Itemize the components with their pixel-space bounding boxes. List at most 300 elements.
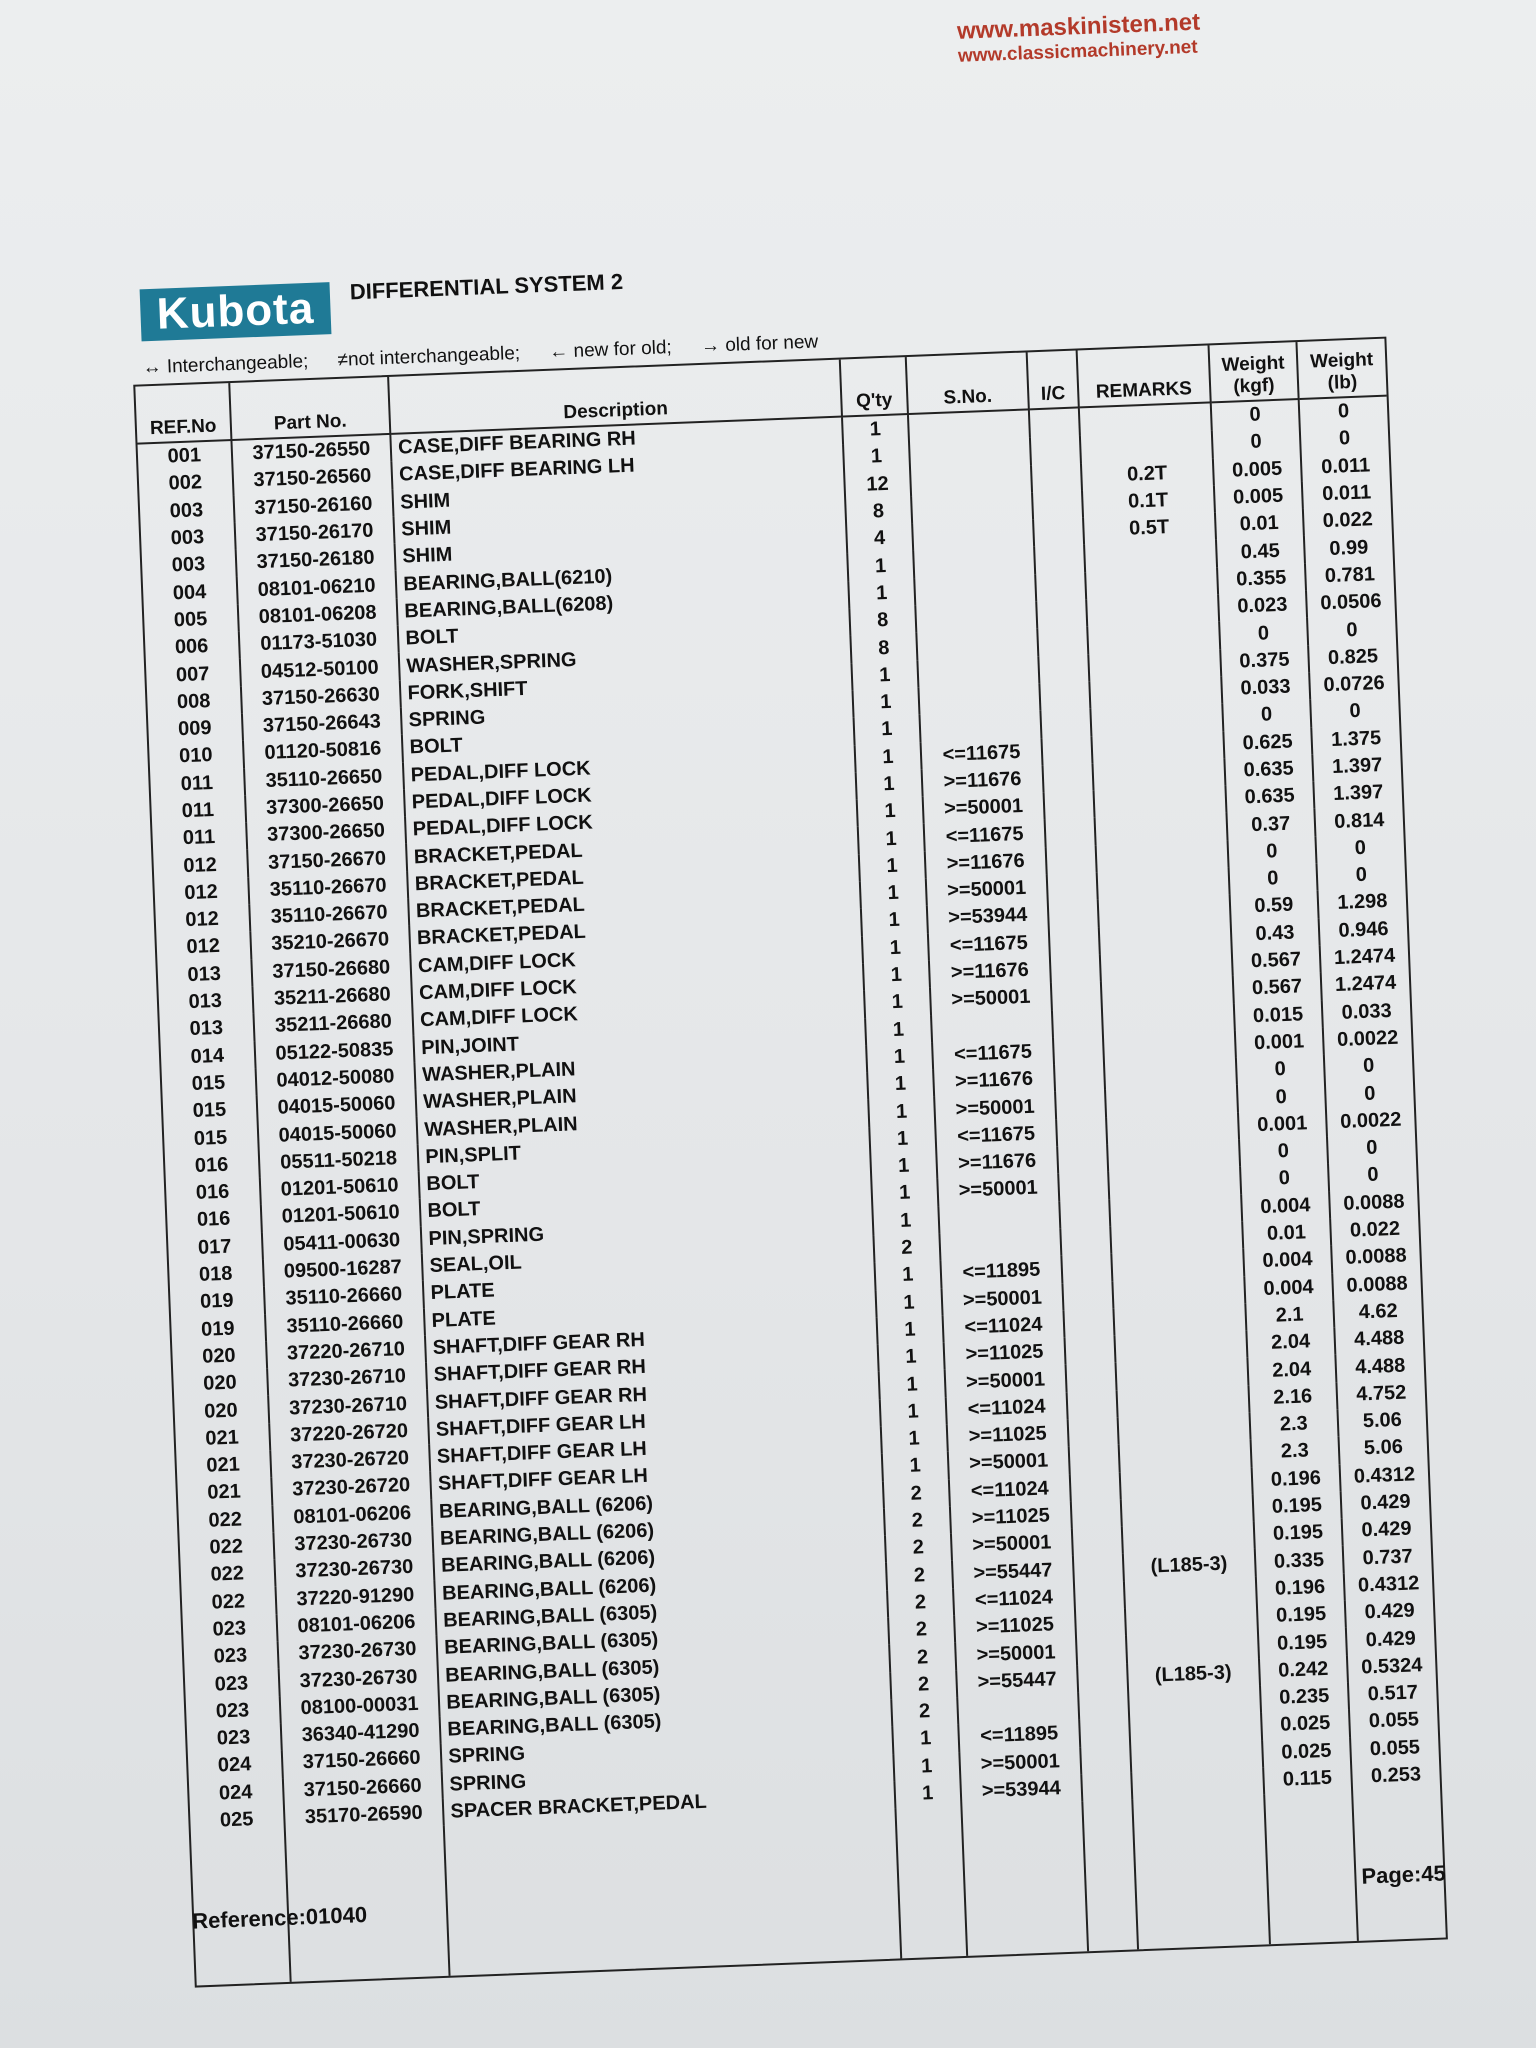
cell-ic — [1067, 1390, 1118, 1419]
cell-ic — [1078, 1690, 1129, 1719]
cell-ic — [1059, 1200, 1110, 1229]
cell-sno: >=50001 — [945, 1365, 1067, 1397]
cell-weight-lb: 0 — [1337, 400, 1350, 423]
cell-weight-lb: 4.752 — [1355, 1381, 1407, 1406]
cell-desc: WASHER,PLAIN — [416, 1072, 868, 1117]
cell-sno: >=50001 — [948, 1447, 1070, 1479]
cell-ic — [1056, 1118, 1107, 1147]
cell-desc: SPACER BRACKET,PEDAL — [443, 1781, 895, 1826]
cell-sno: >=55447 — [956, 1665, 1078, 1697]
cell-part: 37150-26660 — [282, 1771, 443, 1804]
cell-qty: 8 — [850, 633, 917, 663]
cell-qty: 1 — [864, 988, 931, 1018]
cell-sno: >=50001 — [923, 792, 1045, 824]
empty-cell — [444, 1809, 901, 1976]
cell-part: 37230-26720 — [270, 1444, 431, 1477]
cell-qty: 1 — [860, 879, 927, 909]
cell-sno: >=50001 — [937, 1174, 1059, 1206]
cell-part: 01173-51030 — [238, 626, 399, 659]
cell-weight-kgf: 0.015 — [1234, 1000, 1323, 1031]
cell-ref: 015 — [164, 1123, 259, 1154]
header-ref: REF.No — [135, 383, 231, 444]
cell-qty: 2 — [888, 1615, 955, 1645]
cell-desc: PIN,SPRING — [421, 1209, 873, 1254]
cell-desc: SHAFT,DIFF GEAR RH — [427, 1372, 879, 1417]
cell-weight-kgf: 0.001 — [1235, 1027, 1324, 1058]
cell-weight-lb: 0.825 — [1327, 644, 1379, 669]
cell-qty: 1 — [877, 1342, 944, 1372]
cell-weight-lb: 1.2474 — [1333, 944, 1396, 970]
cell-desc: BOLT — [402, 718, 854, 763]
cell-weight-lb: 0.0022 — [1339, 1108, 1402, 1133]
cell-ref: 009 — [148, 714, 243, 745]
cell-weight-kgf: 0.005 — [1214, 482, 1303, 513]
cell-ref: 013 — [159, 987, 254, 1018]
cell-ref: 023 — [185, 1668, 280, 1699]
cell-weight-kgf: 0.025 — [1262, 1737, 1351, 1768]
cell-weight-kgf: 0 — [1219, 618, 1308, 649]
cell-qty: 1 — [882, 1452, 949, 1482]
cell-qty: 1 — [867, 1070, 934, 1100]
website-stamp — [957, 9, 1202, 68]
cell-weight-kgf: 0.635 — [1225, 782, 1314, 813]
cell-desc: BRACKET,PEDAL — [407, 854, 859, 899]
cell-part: 37230-26730 — [274, 1553, 435, 1586]
cell-ic — [1071, 1500, 1122, 1529]
cell-desc: PIN,SPLIT — [418, 1127, 870, 1172]
cell-ref: 021 — [177, 1478, 272, 1509]
cell-part: 36340-41290 — [280, 1717, 441, 1750]
cell-weight-lb: 0 — [1365, 1136, 1378, 1160]
cell-weight-lb: 0.4312 — [1353, 1463, 1416, 1488]
cell-ref: 021 — [175, 1423, 270, 1454]
cell-qty: 1 — [862, 933, 929, 963]
cell-qty: 12 — [844, 470, 911, 500]
cell-ic — [1060, 1227, 1111, 1256]
cell-weight-lb: 0 — [1362, 1054, 1375, 1078]
cell-part: 35110-26670 — [249, 899, 410, 932]
cell-desc: PIN,JOINT — [414, 1018, 866, 1063]
cell-part: 04015-50060 — [256, 1090, 417, 1123]
cell-weight-kgf: 0.196 — [1251, 1464, 1340, 1495]
cell-weight-lb: 0.429 — [1364, 1599, 1416, 1624]
cell-part: 05122-50835 — [254, 1035, 415, 1068]
cell-weight-kgf: 0.023 — [1218, 591, 1307, 622]
cell-weight-kgf: 0.335 — [1255, 1546, 1344, 1577]
cell-ic — [1051, 981, 1102, 1010]
cell-ic — [1037, 627, 1088, 656]
cell-desc: BEARING,BALL (6305) — [437, 1618, 889, 1663]
cell-qty: 1 — [874, 1261, 941, 1291]
header-part: Part No. — [229, 377, 391, 440]
cell-sno: >=50001 — [926, 874, 1048, 906]
cell-weight-lb: 0 — [1363, 1082, 1376, 1105]
cell-ic — [1065, 1336, 1116, 1365]
cell-ic — [1043, 763, 1094, 792]
cell-sno: <=11675 — [935, 1120, 1057, 1152]
cell-qty: 1 — [854, 742, 921, 772]
cell-ic — [1033, 518, 1084, 547]
cell-part: 37150-26630 — [241, 680, 402, 713]
cell-part: 08101-06206 — [276, 1608, 437, 1641]
cell-desc: BEARING,BALL (6206) — [435, 1563, 887, 1608]
cell-weight-lb: 0.99 — [1328, 536, 1369, 560]
cell-sno: <=11675 — [920, 738, 1042, 770]
cell-part: 37150-26643 — [242, 708, 403, 741]
cell-desc: SHIM — [393, 472, 845, 517]
cell-qty: 1 — [872, 1206, 939, 1236]
reference-number: Reference:01040 — [191, 1901, 368, 1934]
cell-ic — [1042, 736, 1093, 765]
cell-weight-lb: 0.4312 — [1357, 1572, 1420, 1597]
website-line-1: www.maskinisten.net — [956, 8, 1201, 45]
cell-weight-lb: 0.737 — [1362, 1545, 1414, 1570]
cell-weight-kgf: 0.025 — [1261, 1709, 1350, 1740]
cell-qty: 4 — [846, 524, 913, 554]
cell-ref: 016 — [167, 1205, 262, 1236]
page-number: Page:45 — [1360, 1860, 1447, 1889]
cell-weight-lb: 0.0088 — [1345, 1244, 1408, 1270]
cell-ref: 023 — [183, 1614, 278, 1645]
cell-qty: 1 — [869, 1124, 936, 1154]
empty-cell — [961, 1801, 1088, 1956]
cell-weight-kgf: 0.59 — [1229, 891, 1318, 922]
cell-weight-kgf: 0.242 — [1259, 1655, 1348, 1686]
cell-part: 35110-26650 — [244, 762, 405, 795]
cell-ref: 022 — [178, 1505, 273, 1536]
cell-weight-kgf: 0.195 — [1257, 1600, 1346, 1631]
cell-weight-lb: 0.5324 — [1360, 1654, 1423, 1679]
empty-cell — [895, 1806, 967, 1958]
header-weight-kgf: Weight (kgf) — [1208, 342, 1298, 402]
cell-qty: 1 — [858, 824, 925, 854]
cell-part: 37150-26170 — [234, 517, 395, 550]
header-ic: I/C — [1027, 351, 1079, 410]
cell-ic — [1062, 1281, 1113, 1310]
cell-weight-lb: 0.011 — [1321, 481, 1372, 506]
cell-sno: <=11895 — [958, 1720, 1080, 1752]
cell-ref: 012 — [153, 850, 248, 881]
cell-desc: SPRING — [401, 690, 853, 735]
cell-qty: 1 — [859, 851, 926, 881]
cell-ref: 012 — [154, 877, 249, 908]
cell-weight-lb: 0 — [1349, 700, 1362, 723]
cell-part: 37220-91290 — [275, 1581, 436, 1614]
cell-part: 01201-50610 — [260, 1199, 421, 1232]
cell-ref: 024 — [188, 1750, 283, 1781]
cell-ref: 012 — [156, 932, 251, 963]
cell-desc: BEARING,BALL (6206) — [434, 1536, 886, 1581]
header-remarks: REMARKS — [1076, 345, 1210, 407]
cell-weight-kgf: 0.635 — [1224, 755, 1313, 786]
cell-weight-kgf: 0.195 — [1258, 1627, 1347, 1658]
cell-sno: >=11025 — [954, 1611, 1076, 1643]
cell-qty: 1 — [893, 1752, 960, 1782]
cell-part: 35170-26590 — [283, 1799, 444, 1832]
cell-sno: <=11675 — [928, 929, 1050, 961]
cell-sno: <=11024 — [949, 1474, 1071, 1506]
cell-part: 37230-26730 — [273, 1526, 434, 1559]
cell-ref: 001 — [138, 440, 233, 472]
cell-desc: BOLT — [419, 1154, 871, 1199]
legend-not-interchangeable: ≠not interchangeable; — [337, 342, 521, 371]
cell-desc: WASHER,PLAIN — [417, 1099, 869, 1144]
cell-part: 37230-26710 — [268, 1390, 429, 1423]
cell-weight-lb: 4.488 — [1354, 1354, 1406, 1379]
cell-weight-lb: 0.946 — [1338, 917, 1389, 942]
cell-weight-lb: 0 — [1355, 863, 1368, 887]
cell-desc: SHIM — [394, 499, 846, 544]
cell-sno: >=50001 — [959, 1747, 1081, 1779]
cell-ic — [1036, 599, 1087, 628]
cell-weight-kgf: 0 — [1237, 1082, 1326, 1113]
cell-ref: 017 — [168, 1232, 263, 1263]
cell-part: 37230-26730 — [278, 1662, 439, 1695]
cell-qty: 1 — [865, 1015, 932, 1045]
cell-sno: <=11024 — [946, 1392, 1068, 1424]
cell-part: 04015-50060 — [257, 1117, 418, 1150]
cell-ic — [1040, 709, 1091, 738]
cell-qty: 2 — [887, 1588, 954, 1618]
page-title: DIFFERENTIAL SYSTEM 2 — [349, 268, 624, 305]
cell-ic — [1079, 1718, 1130, 1747]
cell-weight-lb: 0.0088 — [1346, 1272, 1409, 1297]
cell-qty: 1 — [871, 1179, 938, 1209]
cell-ref: 014 — [161, 1041, 256, 1072]
cell-part: 35211-26680 — [252, 980, 413, 1013]
cell-ref: 010 — [149, 741, 244, 772]
cell-ref: 013 — [160, 1014, 255, 1045]
cell-sno: >=11676 — [925, 847, 1047, 879]
cell-ic — [1047, 872, 1098, 901]
cell-desc: PEDAL,DIFF LOCK — [403, 745, 855, 790]
legend-interchangeable: ↔ Interchangeable; — [142, 351, 309, 379]
cell-remarks: (L185-3) — [1122, 1549, 1255, 1581]
cell-desc: CASE,DIFF BEARING LH — [392, 445, 844, 490]
cell-desc: SEAL,OIL — [422, 1236, 874, 1281]
cell-remarks: 0.2T — [1081, 458, 1214, 490]
cell-sno: >=11676 — [936, 1147, 1058, 1179]
cell-weight-kgf: 0.375 — [1220, 646, 1309, 677]
cell-sno: >=11025 — [944, 1338, 1066, 1370]
cell-ref: 023 — [184, 1641, 279, 1672]
cell-weight-kgf: 0.01 — [1242, 1218, 1331, 1249]
cell-desc: BEARING,BALL(6210) — [396, 554, 848, 599]
parts-table — [133, 337, 1448, 1988]
cell-desc: SHAFT,DIFF GEAR LH — [428, 1400, 880, 1445]
cell-qty: 8 — [845, 497, 912, 527]
cell-part: 05411-00630 — [261, 1226, 422, 1259]
cell-qty: 1 — [853, 715, 920, 745]
cell-sno: <=11895 — [940, 1256, 1062, 1288]
cell-part: 37230-26730 — [277, 1635, 438, 1668]
cell-ref: 021 — [176, 1450, 271, 1481]
cell-ic — [1081, 1772, 1132, 1801]
cell-part: 37220-26720 — [269, 1417, 430, 1450]
cell-weight-lb: 0.033 — [1341, 999, 1393, 1024]
cell-weight-kgf: 0.43 — [1230, 918, 1319, 949]
cell-weight-lb: 4.488 — [1353, 1326, 1405, 1351]
cell-ref: 002 — [139, 468, 234, 499]
cell-desc: SPRING — [442, 1754, 894, 1799]
cell-weight-kgf: 0 — [1227, 836, 1316, 867]
cell-desc: FORK,SHIFT — [400, 663, 852, 708]
cell-ic — [1030, 436, 1081, 465]
cell-weight-kgf: 2.16 — [1248, 1382, 1337, 1413]
cell-weight-kgf: 0 — [1236, 1055, 1325, 1086]
cell-ic — [1029, 407, 1080, 437]
cell-ref: 020 — [174, 1396, 269, 1427]
cell-qty: 1 — [876, 1315, 943, 1345]
cell-qty: 1 — [843, 442, 910, 472]
cell-part: 09500-16287 — [263, 1253, 424, 1286]
cell-ref: 011 — [151, 796, 246, 827]
cell-ref: 006 — [145, 632, 240, 663]
cell-weight-lb: 5.06 — [1362, 1408, 1403, 1433]
cell-weight-lb: 1.2474 — [1334, 972, 1397, 997]
cell-weight-kgf: 0.625 — [1223, 727, 1312, 758]
cell-qty: 1 — [866, 1042, 933, 1072]
cell-weight-lb: 0.429 — [1360, 1490, 1411, 1515]
cell-ref: 019 — [170, 1287, 265, 1318]
cell-qty: 1 — [880, 1397, 947, 1427]
cell-part: 35210-26670 — [250, 926, 411, 959]
cell-weight-kgf: 0 — [1212, 427, 1301, 458]
cell-qty: 1 — [870, 1152, 937, 1182]
cell-part: 37150-26560 — [232, 462, 393, 495]
cell-weight-kgf: 2.3 — [1249, 1409, 1338, 1440]
cell-desc: SHIM — [395, 527, 847, 572]
cell-ic — [1073, 1554, 1124, 1583]
cell-part: 01201-50610 — [259, 1171, 420, 1204]
cell-ic — [1075, 1609, 1126, 1638]
cell-qty: 1 — [852, 688, 919, 718]
cell-weight-kgf: 0.235 — [1260, 1682, 1349, 1713]
cell-desc: BOLT — [398, 609, 850, 654]
cell-weight-lb: 0.055 — [1369, 1736, 1421, 1760]
cell-qty: 2 — [889, 1642, 956, 1672]
cell-part: 01120-50816 — [243, 735, 404, 768]
cell-desc: WASHER,SPRING — [399, 636, 851, 681]
legend-old-for-new: → old for new — [700, 331, 819, 357]
cell-weight-lb: 1.375 — [1330, 726, 1382, 751]
cell-qty: 1 — [851, 661, 918, 691]
cell-part: 05511-50218 — [258, 1144, 419, 1177]
cell-ic — [1076, 1636, 1127, 1665]
cell-qty: 1 — [863, 961, 930, 991]
cell-ref: 022 — [181, 1559, 276, 1590]
cell-qty: 2 — [885, 1533, 952, 1563]
cell-desc: BEARING,BALL(6208) — [397, 581, 849, 626]
cell-weight-kgf: 0.005 — [1213, 455, 1302, 486]
cell-weight-lb: 0.022 — [1349, 1217, 1401, 1242]
cell-desc: BEARING,BALL (6305) — [436, 1590, 888, 1635]
cell-weight-lb: 0.022 — [1322, 508, 1374, 533]
cell-desc: PEDAL,DIFF LOCK — [404, 772, 856, 817]
table-body — [138, 396, 1446, 1986]
cell-part: 04512-50100 — [239, 653, 400, 686]
cell-weight-kgf: 0.115 — [1263, 1764, 1352, 1795]
cell-ic — [1034, 545, 1085, 574]
cell-ic — [1074, 1581, 1125, 1610]
cell-ic — [1045, 818, 1096, 847]
cell-weight-lb: 0.429 — [1361, 1517, 1412, 1542]
cell-qty: 8 — [849, 606, 916, 636]
cell-desc: BRACKET,PEDAL — [410, 909, 862, 954]
cell-part: 04012-50080 — [255, 1062, 416, 1095]
cell-ref: 008 — [147, 687, 242, 718]
cell-ref: 012 — [155, 905, 250, 936]
cell-ic — [1044, 790, 1095, 819]
cell-ic — [1068, 1418, 1119, 1447]
cell-weight-lb: 0 — [1345, 618, 1358, 641]
legend-new-for-old: ← new for old; — [548, 337, 673, 363]
cell-remarks: 0.5T — [1083, 513, 1216, 545]
empty-cell — [1264, 1791, 1358, 1944]
cell-qty: 1 — [857, 797, 924, 827]
cell-ref: 016 — [165, 1150, 260, 1181]
website-line-2: www.classicmachinery.net — [957, 36, 1199, 67]
cell-ref: 011 — [150, 768, 245, 799]
cell-desc: BRACKET,PEDAL — [408, 881, 860, 926]
cell-qty: 1 — [868, 1097, 935, 1127]
cell-qty: 2 — [890, 1670, 957, 1700]
cell-qty: 2 — [886, 1561, 953, 1591]
cell-ref: 020 — [173, 1368, 268, 1399]
cell-part: 35211-26680 — [253, 1008, 414, 1041]
cell-ref: 023 — [186, 1696, 281, 1727]
cell-qty: 1 — [879, 1370, 946, 1400]
cell-weight-kgf: 0.01 — [1215, 509, 1304, 540]
cell-part: 08101-06210 — [236, 571, 397, 604]
cell-ic — [1066, 1363, 1117, 1392]
cell-ref: 025 — [190, 1805, 285, 1836]
cell-part: 37230-26720 — [271, 1471, 432, 1504]
cell-desc: PLATE — [423, 1263, 875, 1308]
cell-ic — [1058, 1172, 1109, 1201]
cell-ref: 003 — [141, 523, 236, 554]
cell-sno: >=55447 — [952, 1556, 1074, 1588]
cell-weight-lb: 0.055 — [1368, 1708, 1420, 1733]
cell-part: 35110-26660 — [265, 1308, 426, 1341]
cell-ref: 024 — [189, 1778, 284, 1809]
cell-sno: >=11676 — [929, 956, 1051, 988]
cell-sno: >=11676 — [933, 1065, 1055, 1097]
cell-ic — [1053, 1036, 1104, 1065]
cell-desc: CAM,DIFF LOCK — [411, 936, 863, 981]
cell-qty: 2 — [884, 1506, 951, 1536]
parts-catalog-page — [120, 0, 1536, 1959]
cell-ref: 015 — [163, 1096, 258, 1127]
cell-sno: >=11025 — [950, 1501, 1072, 1533]
cell-ic — [1032, 490, 1083, 519]
cell-part: 37150-26180 — [235, 544, 396, 577]
cell-ref: 018 — [169, 1259, 264, 1290]
cell-sno: >=50001 — [941, 1283, 1063, 1315]
cell-desc: PLATE — [424, 1290, 876, 1335]
cell-weight-lb: 0.0088 — [1342, 1190, 1405, 1215]
cell-desc: BEARING,BALL (6206) — [432, 1481, 884, 1526]
cell-desc: PEDAL,DIFF LOCK — [405, 799, 857, 844]
cell-ic — [1052, 1009, 1103, 1038]
cell-sno: <=11024 — [953, 1583, 1075, 1615]
cell-weight-lb: 0.011 — [1320, 454, 1371, 478]
cell-sno: <=11675 — [932, 1038, 1054, 1070]
cell-weight-kgf: 0 — [1222, 700, 1311, 731]
cell-part: 37150-26160 — [233, 489, 394, 522]
cell-weight-lb: 0 — [1338, 427, 1351, 450]
cell-sno: >=50001 — [951, 1529, 1073, 1561]
